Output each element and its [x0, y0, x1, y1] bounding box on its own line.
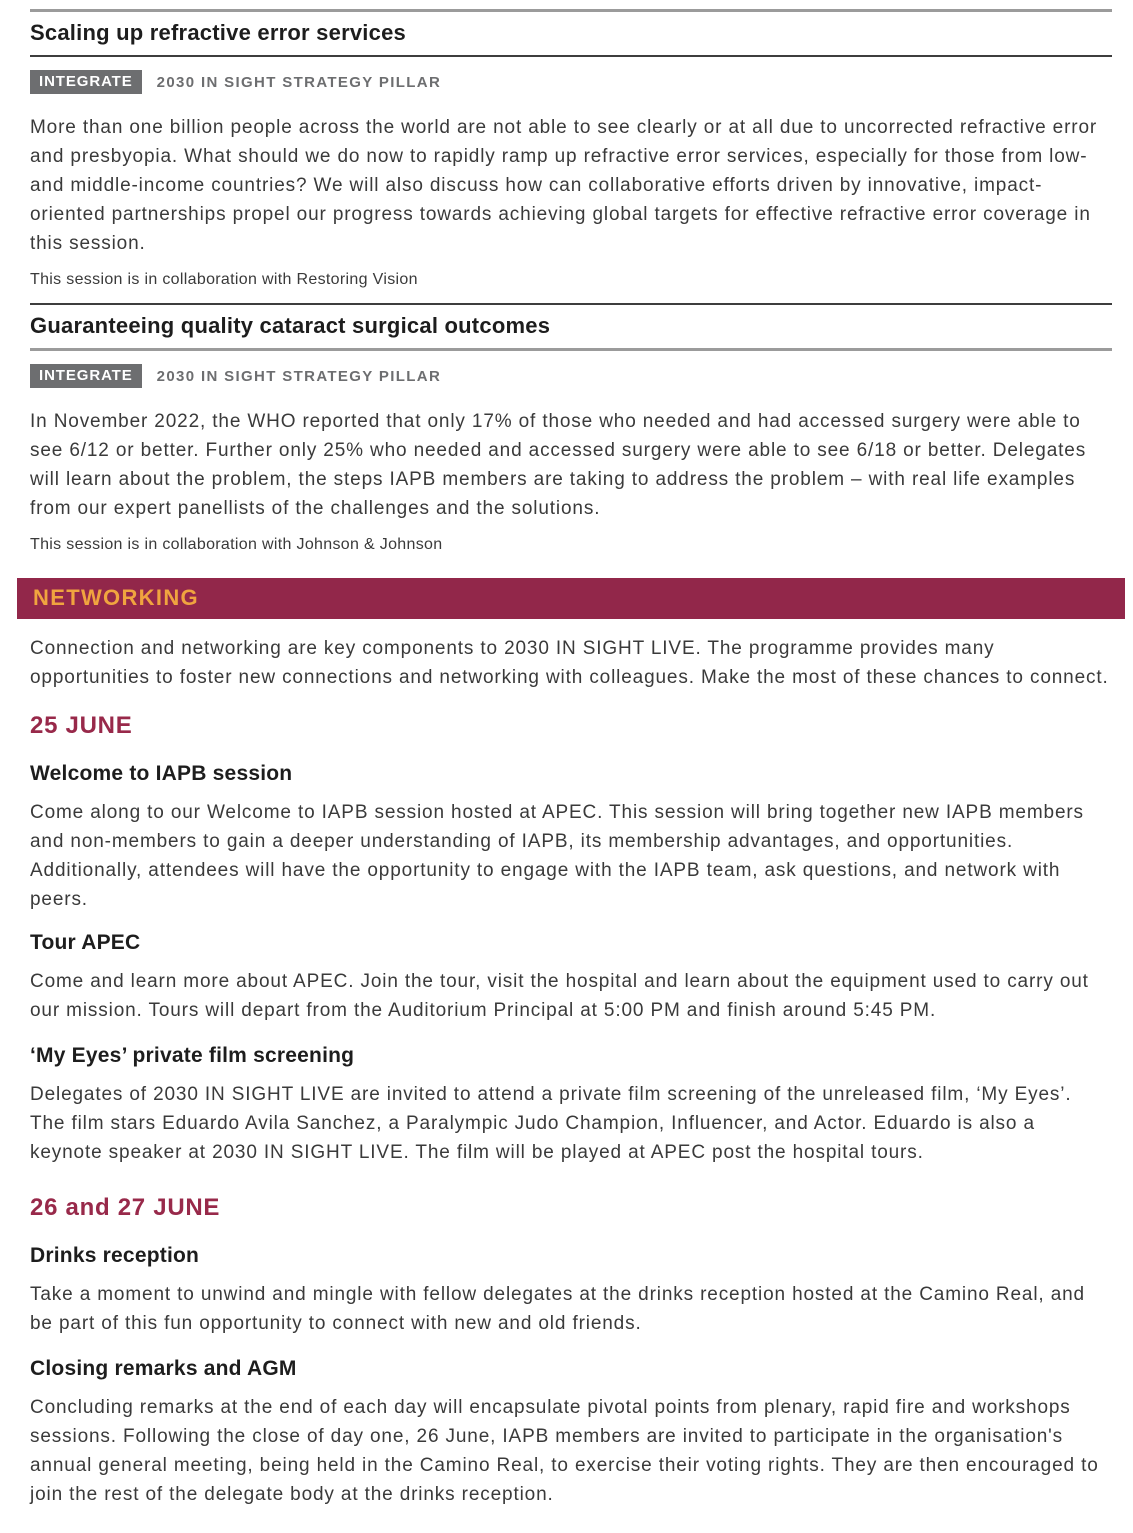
collaboration-note: This session is in collaboration with Johnson & Johnson: [30, 536, 443, 553]
event-description: Come and learn more about APEC. Join the tour, visit the hospital and learn about the equipment used to carry out our mission. Tours will depart from the Auditorium Principal at 5:00 PM and finish around 5:45 PM.: [30, 971, 1089, 1021]
event-title-tour-apec: Tour APEC: [30, 931, 141, 954]
event-description: Take a moment to unwind and mingle with fellow delegates at the drinks reception hosted at the Camino Real, and be part of this fun opportunity to connect with new and old friends.: [30, 1284, 1085, 1334]
session-description: More than one billion people across the world are not able to see clearly or at all due to uncorrected refractive error and presbyopia. What should we do now to rapidly ramp up refractive error services, especially for those from low- and middle-income countries? We will also discuss how can collaborative efforts driven by innovative, impact-oriented partnerships propel our progress towards achieving global targets for effective refractive error coverage in this session.: [30, 117, 1098, 254]
integrate-badge: INTEGRATE: [30, 364, 142, 388]
networking-section: [30, 578, 1112, 1509]
badge-row: [30, 364, 1112, 388]
session-block-refractive: [30, 9, 1112, 289]
day-heading-26-27-june: 26 and 27 JUNE: [30, 1194, 221, 1221]
event-title-drinks-reception: Drinks reception: [30, 1244, 200, 1267]
divider-session2-bottom: [30, 348, 1112, 351]
day-heading-25-june: 25 JUNE: [30, 712, 133, 739]
pillar-label: 2030 IN SIGHT STRATEGY PILLAR: [156, 367, 442, 385]
divider-session1-bottom: [30, 55, 1112, 57]
event-description: Delegates of 2030 IN SIGHT LIVE are invited to attend a private film screening of the unreleased film, ‘My Eyes’. The film stars Eduardo Avila Sanchez, a Paralympic Judo Champion, Influencer, and Actor. Eduardo is also a keynote speaker at 2030 IN SIGHT LIVE. The film will be played at APEC post the hospital tours.: [30, 1084, 1072, 1163]
pillar-label: 2030 IN SIGHT STRATEGY PILLAR: [156, 73, 442, 91]
collaboration-note: This session is in collaboration with Restoring Vision: [30, 271, 418, 288]
badge-row: [30, 70, 1112, 94]
programme-page: [0, 9, 1133, 1515]
session-title: Guaranteeing quality cataract surgical outcomes: [30, 313, 551, 338]
event-title-closing-remarks: Closing remarks and AGM: [30, 1357, 297, 1380]
session-description: In November 2022, the WHO reported that only 17% of those who needed and had accessed surgery were able to see 6/12 or better. Further only 25% who needed and accessed surgery were able to see 6/18 or better. Delegates will learn about the problem, the steps IAPB members are taking to address the problem – with real life examples from our expert panellists of the challenges and the solutions.: [30, 411, 1087, 519]
event-title-welcome: Welcome to IAPB session: [30, 762, 293, 785]
session-block-cataract: [30, 303, 1112, 554]
event-description: Come along to our Welcome to IAPB session hosted at APEC. This session will bring together new IAPB members and non-members to gain a deeper understanding of IAPB, its membership advantages, and opportunities. Additionally, attendees will have the opportunity to engage with the IAPB team, ask questions, and network with peers.: [30, 802, 1084, 910]
event-title-film-screening: ‘My Eyes’ private film screening: [30, 1044, 355, 1067]
event-description: Concluding remarks at the end of each day will encapsulate pivotal points from plenary, rapid fire and workshops sessions. Following the close of day one, 26 June, IAPB members are invited to participate in the organisation's annual general meeting, being held in the Camino Real, to exercise their voting rights. They are then encouraged to join the rest of the delegate body at the drinks reception.: [30, 1397, 1099, 1505]
session-title: Scaling up refractive error services: [30, 20, 407, 45]
networking-banner: NETWORKING: [17, 578, 1125, 619]
integrate-badge: INTEGRATE: [30, 70, 142, 94]
networking-intro: Connection and networking are key components to 2030 IN SIGHT LIVE. The programme provides many opportunities to foster new connections and networking with colleagues. Make the most of these chances to connect.: [30, 638, 1109, 688]
